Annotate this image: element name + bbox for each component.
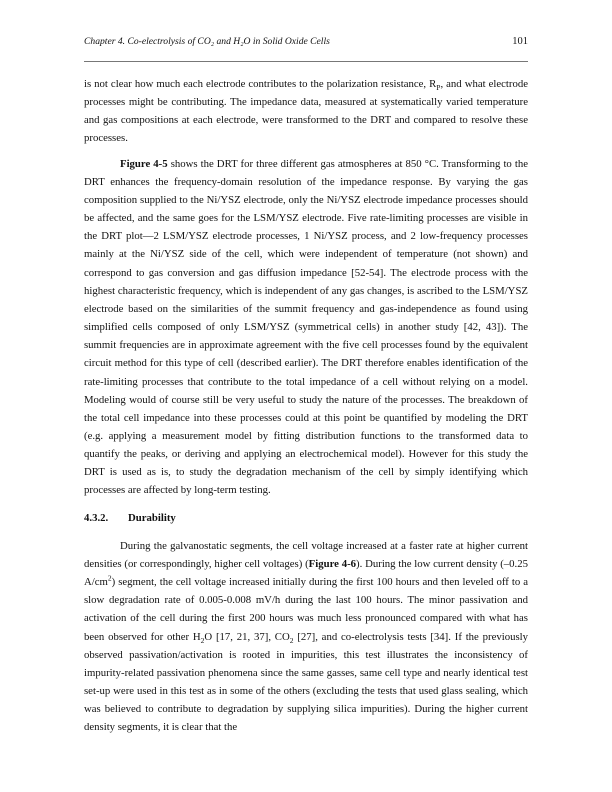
p3-text-b: ). During the low current density (–0.25 A/cm (84, 557, 528, 589)
paragraph-drt (84, 155, 528, 500)
paragraph-durability (84, 537, 528, 737)
figure-reference-4-5[interactable]: Figure 4-5 (120, 157, 168, 170)
section-title: Durability (128, 511, 176, 524)
p3-subscript-h2o: 2 (200, 635, 205, 645)
section-number: 4.3.2. (84, 511, 109, 524)
p3-text-e: [27], and co-electrolysis tests [34]. If the previously observed passivation/activation is rooted in impurities, this test illustrates the inconsistency of impurity-related passivation phenomena since the same gasses, same cell type and nearly identical test set-up were used in this test as in some of the others (excluding the tests that used glass sealing, which was believed to contribute to degradation by supplying silica impurities). During the higher current density segments, it is clear that the (84, 630, 528, 734)
p3-superscript: 2 (107, 573, 112, 583)
p3-text-a: During the galvanostatic segments, the cell voltage increased at a faster rate at higher current densities (or correspondingly, higher cell voltages) ( (84, 539, 528, 570)
p1-subscript: P (436, 83, 441, 93)
figure-reference-4-6[interactable]: Figure 4-6 (308, 557, 357, 570)
page-number: 101 (512, 36, 528, 47)
p1-text-a: is not clear how much each electrode contributes to the polarization resistance, R (84, 78, 437, 90)
paragraph-continuation (84, 75, 528, 148)
chapter-title: Chapter 4. Co-electrolysis of CO₂ and H₂O in Solid Oxide Cells (84, 36, 330, 47)
section-heading (84, 509, 528, 527)
running-header (84, 36, 528, 50)
p3-text-d: O [17, 21, 37], CO (204, 630, 290, 643)
p1-text-b: , and what electrode processes might be contributing. The impedance data, measured at systematically varied temperature and gas compositions at each electrode, were transformed to the DRT and compared to resolve these processes. (84, 78, 528, 145)
header-rule (84, 61, 528, 62)
p2-text: shows the DRT for three different gas atmospheres at 850 °C. Transforming to the DRT enhances the frequency-domain resolution of the impedance response. By varying the gas composition supplied to the Ni/YSZ electrode, only the Ni/YSZ electrode impedance processes should be affected, and the same goes for the LSM/YSZ electrode. Five rate-limiting processes are visible in the DRT plot—2 LSM/YSZ electrode processes, 1 Ni/YSZ process, and 2 low-frequency processes mainly at the Ni/YSZ side of the cell, which were independent of temperature (not shown) and correspond to gas conversion and gas diffusion impedance [52-54]. The electrode process with the highest characteristic frequency, which is independent of any gas changes, is ascribed to the LSM/YSZ electrode based on the similarities of the summit frequency and gas-independence as found using simplified cells composed of only LSM/YSZ (symmetrical cells) in another study [42, 43]). The summit frequencies are in approximate agreement with the five cell processes found by the equivalent circuit method for this type of cell (described earlier). The DRT therefore enables identification of the rate-limiting processes that contribute to the total impedance of a cell without relying on a model. Modeling would of course still be very useful to study the nature of the processes. The breakdown of the total cell impedance into these processes could at this point be quantified by modeling the DRT (e.g. applying a measurement model by fitting distribution functions to the transformed data to quantify the peaks, or deriving and applying an electrochemical model). However for this study the DRT is used as is, to study the degradation mechanism of the cell by simply identifying which processes are affected by long-term testing. (84, 157, 528, 497)
body-text (84, 75, 528, 736)
p3-subscript-co2: 2 (289, 635, 294, 645)
p3-text-c: ) segment, the cell voltage increased initially during the first 100 hours and then leveled off to a slow degradation rate of 0.005-0.008 mV/h during the last 100 hours. The minor passivation and activation of the cell during the first 200 hours was much less pronounced compared with what has been observed for other H (84, 576, 528, 643)
